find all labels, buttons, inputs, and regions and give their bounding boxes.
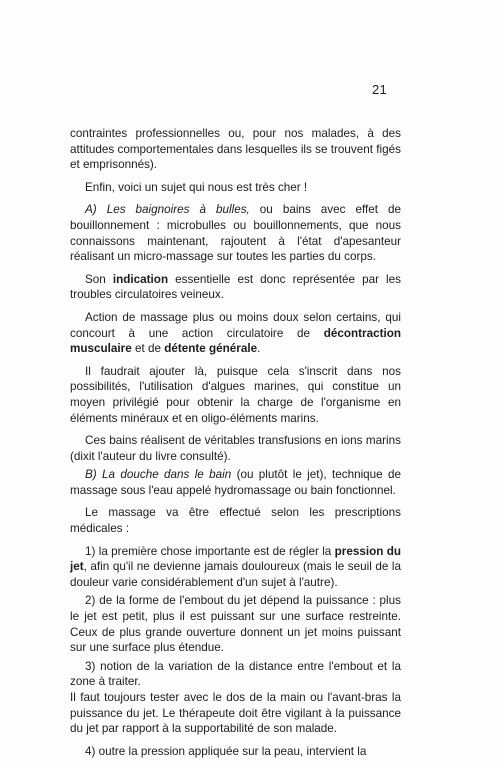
bold-term: détente générale bbox=[164, 342, 258, 356]
paragraph-text: 1) la première chose importante est de régler la bbox=[85, 544, 335, 558]
paragraph-text: Son bbox=[85, 272, 113, 286]
paragraph: Ces bains réalisent de véritables transfusions en ions marins (dixit l'auteur du livre consulté). bbox=[70, 434, 401, 463]
paragraph-text: , afin qu'il ne devienne jamais douloureux (mais le seuil de la douleur varie considérablement d'un sujet à l'autre). bbox=[70, 560, 401, 589]
body-text bbox=[70, 126, 401, 766]
paragraph-text: et de bbox=[131, 342, 165, 356]
section-label: A) Les baignoires à bulles, bbox=[85, 203, 250, 217]
paragraph bbox=[70, 202, 401, 264]
paragraph-text: (ou plutôt le jet), technique de massage sous l'eau appelé hydromassage ou bain fonctionnel. bbox=[70, 468, 402, 497]
paragraph bbox=[70, 310, 401, 357]
paragraph: Il faut toujours tester avec le dos de la main ou l'avant-bras la puissance du jet. Le thérapeute doit être vigilant à la puissance du jet par rapport à la supportabilité de son malade. bbox=[70, 691, 401, 736]
bold-term: pression du jet bbox=[70, 544, 401, 574]
paragraph-text: essentielle est donc représentée par les troubles circulatoires veineux. bbox=[70, 272, 401, 302]
paragraph: 2) de la forme de l'embout du jet dépend la puissance : plus le jet est petit, plus il est puissant sur une surface restreinte. Ceux de plus grande ouverture donnent un jet moins puissant sur une surface plus étendue. bbox=[70, 594, 401, 655]
bold-term: indication bbox=[112, 272, 169, 286]
paragraph bbox=[70, 272, 401, 303]
paragraph-text: ou bains avec effet de bouillonnement : microbulles ou bouillonnements, que nous connaissons maintenant, rajoutent à l'état d'apesanteur réalisant un micro-massage sur toutes les parties du corps. bbox=[70, 203, 402, 264]
section-label: B) La douche dans le bain bbox=[85, 468, 232, 482]
page-number: 21 bbox=[372, 82, 388, 97]
paragraph: 4) outre la pression appliquée sur la peau, intervient la bbox=[85, 744, 367, 758]
paragraph-text: . bbox=[257, 342, 261, 356]
paragraph: Le massage va être effectué selon les prescriptions médicales : bbox=[70, 506, 401, 536]
paragraph bbox=[70, 544, 401, 591]
paragraph: Enfin, voici un sujet qui nous est très cher ! bbox=[85, 180, 308, 194]
paragraph-text: Action de massage plus ou moins doux selon certains, qui concourt à une action circulatoire de bbox=[70, 310, 401, 340]
paragraph: contraintes professionnelles ou, pour nos malades, à des attitudes comportementales dans lesquelles ils se trouvent figés et emprisonnés). bbox=[70, 127, 401, 172]
bold-term: décontraction musculaire bbox=[70, 326, 401, 356]
paragraph: Il faudrait ajouter là, puisque cela s'inscrit dans nos possibilités, l'utilisation d'algues marines, qui constitue un moyen privilégié pour obtenir la charge de l'organisme en éléments minéraux et en oligo-éléments marins. bbox=[70, 364, 401, 425]
paragraph bbox=[70, 467, 401, 498]
paragraph: 3) notion de la variation de la distance entre l'embout et la zone à traiter. bbox=[70, 659, 401, 689]
